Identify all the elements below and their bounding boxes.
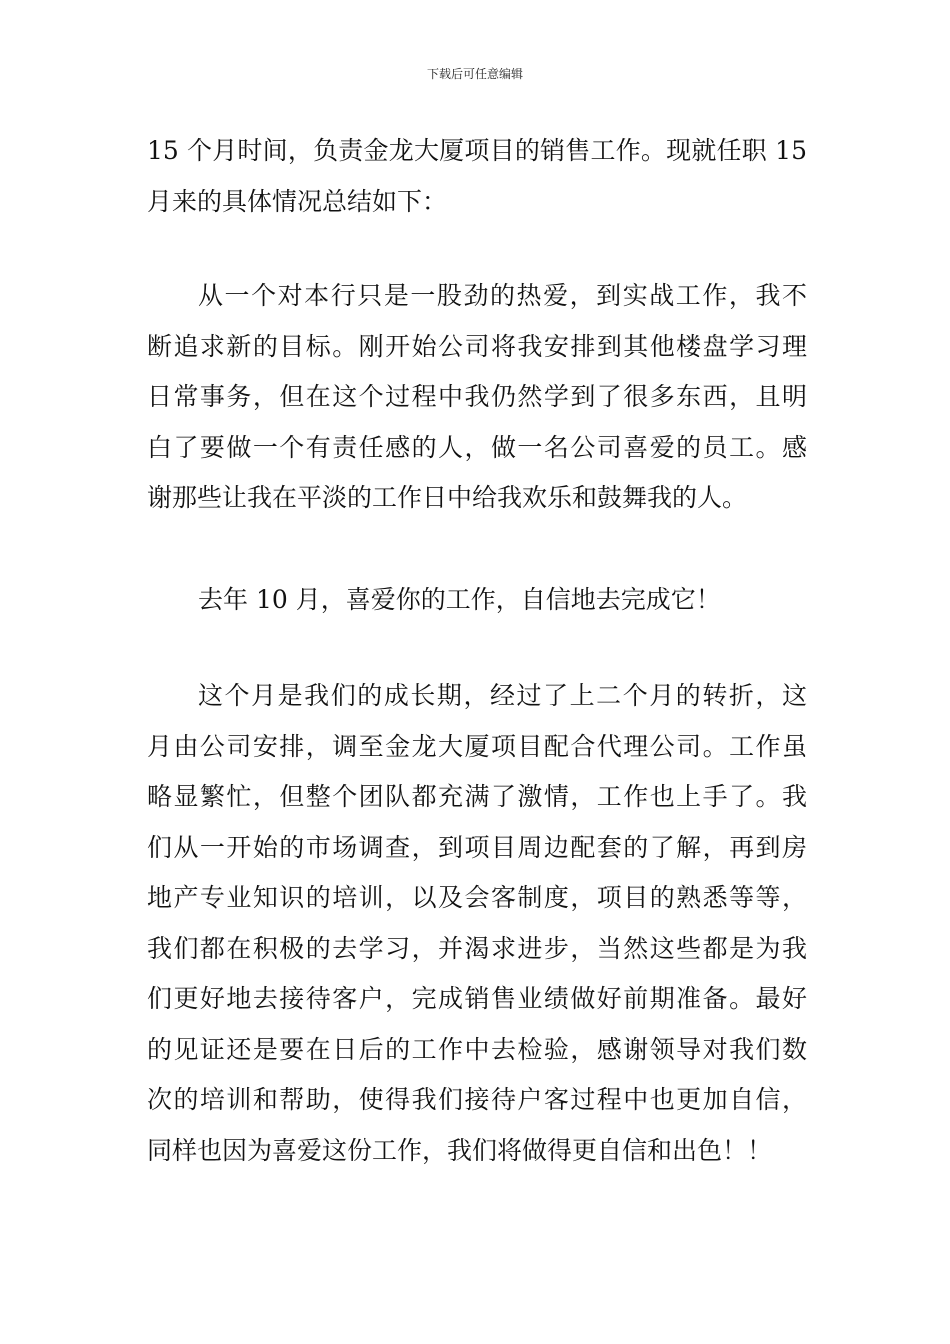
paragraph-line: 谢那些让我在平淡的工作日中给我欢乐和鼓舞我的人。 — [147, 483, 748, 512]
paragraph-line: 这个月是我们的成长期，经过了上二个月的转折，这 — [198, 681, 807, 710]
paragraph-line: 15 个月时间，负责金龙大厦项目的销售工作。现就任职 15 — [147, 136, 807, 165]
paragraph-4 — [147, 671, 807, 1176]
paragraph-line: 月来的具体情况总结如下： — [147, 186, 448, 216]
paragraph-2 — [147, 271, 807, 524]
paragraph-line: 同样也因为喜爱这份工作，我们将做得更自信和出色！！ — [147, 1135, 773, 1165]
paragraph-line: 从一个对本行只是一股劲的热爱，到实战工作，我不 — [198, 281, 807, 310]
paragraph-line: 们从一开始的市场调查，到项目周边配套的了解，再到房 — [147, 832, 807, 862]
paragraph-line: 去年 10 月，喜爱你的工作，自信地去完成它！ — [198, 585, 721, 614]
paragraph-line: 次的培训和帮助，使得我们接待户客过程中也更加自信， — [147, 1085, 807, 1114]
paragraph-line: 月由公司安排，调至金龙大厦项目配合代理公司。工作虽 — [147, 731, 807, 761]
paragraph-line: 的见证还是要在日后的工作中去检验，感谢领导对我们数 — [147, 1034, 807, 1064]
paragraph-line: 白了要做一个有责任感的人，做一名公司喜爱的员工。感 — [147, 432, 807, 462]
paragraph-line: 我们都在积极的去学习，并渴求进步，当然这些都是为我 — [147, 933, 807, 963]
paragraph-line: 地产专业知识的培训，以及会客制度，项目的熟悉等等， — [147, 883, 807, 912]
paragraph-line: 日常事务，但在这个过程中我仍然学到了很多东西，且明 — [147, 382, 807, 411]
paragraph-line: 略显繁忙，但整个团队都充满了激情，工作也上手了。我 — [147, 782, 807, 811]
header-note: 下载后可任意编辑 — [426, 67, 523, 81]
paragraph-line: 们更好地去接待客户，完成销售业绩做好前期准备。最好 — [147, 984, 807, 1013]
paragraph-1 — [147, 126, 807, 227]
paragraph-3 — [147, 575, 807, 626]
paragraph-line: 断追求新的目标。刚开始公司将我安排到其他楼盘学习理 — [147, 331, 807, 361]
